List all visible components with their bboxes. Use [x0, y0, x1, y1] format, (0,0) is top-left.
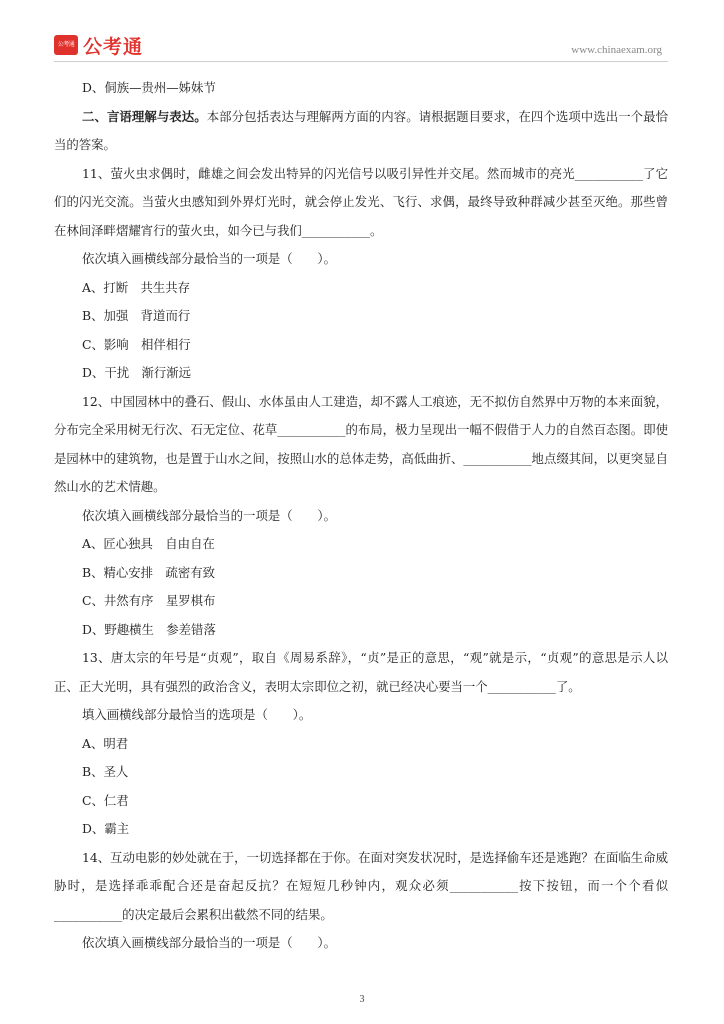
- question-13-option-c: C、仁君: [82, 792, 129, 808]
- question-14-prompt: 依次填入画横线部分最恰当的一项是（ ）。: [82, 935, 337, 950]
- logo-text: 公考通: [83, 36, 144, 58]
- question-11-option-b: B、加强 背道而行: [82, 308, 191, 323]
- question-11-option-a: A、打断 共生共存: [82, 279, 191, 295]
- question-12-option-a: A、匠心独具 自由自在: [82, 536, 215, 551]
- site-url: www.chinaexam.org: [571, 44, 662, 56]
- question-12-option-b: B、精心安排 疏密有致: [82, 564, 216, 580]
- question-13-option-b: B、圣人: [82, 764, 129, 779]
- question-13-option-d: D、霸主: [82, 821, 130, 836]
- question-14-stem: 14、互动电影的妙处就在于，一切选择都在于你。在面对突发状况时，是选择偷车还是逃跑？在面临生命威胁时，是选择乖乖配合还是奋起反抗？在短短几秒钟内，观众必须___________按下按钮，而一个个看似___________的决定最后会累积出截然不同的结果。: [54, 849, 668, 922]
- document-body: [54, 74, 668, 958]
- logo-badge-icon: 公考通: [54, 35, 78, 55]
- question-11-prompt: 依次填入画横线部分最恰当的一项是（ ）。: [82, 251, 337, 266]
- section-title: 二、言语理解与表达。: [82, 108, 207, 124]
- question-13-option-a: A、明君: [82, 735, 129, 751]
- question-12-option-c: C、井然有序 星罗棋布: [82, 593, 216, 608]
- page-header: [54, 34, 668, 60]
- header-divider: [54, 61, 668, 62]
- question-13-prompt: 填入画横线部分最恰当的选项是（ ）。: [82, 707, 312, 722]
- question-12-prompt: 依次填入画横线部分最恰当的一项是（ ）。: [82, 507, 337, 523]
- question-13-stem: 13、唐太宗的年号是“贞观”，取自《周易系辞》，“贞”是正的意思，“观”就是示，“贞观”的意思是示人以正、正大光明，具有强烈的政治含义，表明太宗即位之初，就已经决心要当一个___________了。: [54, 650, 668, 694]
- question-12-option-d: D、野趣横生 参差错落: [82, 621, 216, 637]
- question-11-option-c: C、影响 相伴相行: [82, 336, 191, 352]
- page-number: 3: [359, 994, 365, 1005]
- question-12-stem: 12、中国园林中的叠石、假山、水体虽由人工建造，却不露人工痕迹，无不拟仿自然界中万物的本来面貌，分布完全采用树无行次、石无定位、花草___________的布局，极力呈现出一幅不假借于人力的自然百态图。即使是园林中的建筑物，也是置于山水之间，按照山水的总体走势，高低曲折、___________地点缀其间，以更突显自然山水的艺术情趣。: [54, 393, 668, 494]
- question-11-stem: 11、萤火虫求偶时，雌雄之间会发出特异的闪光信号以吸引异性并交尾。然而城市的亮光___________了它们的闪光交流。当萤火虫感知到外界灯光时，就会停止发光、飞行、求偶，最终导致种群减少甚至灭绝。那些曾在林间泽畔熠耀宵行的萤火虫，如今已与我们___________。: [54, 165, 668, 238]
- question-11-option-d: D、干扰 渐行渐远: [82, 365, 192, 380]
- section-description: 本部分包括表达与理解两方面的内容。请根据题目要求，在四个选项中选出一个最恰当的答案。: [54, 108, 669, 152]
- previous-option-d: D、侗族—贵州—姊妹节: [82, 80, 216, 95]
- section-intro: [54, 103, 668, 160]
